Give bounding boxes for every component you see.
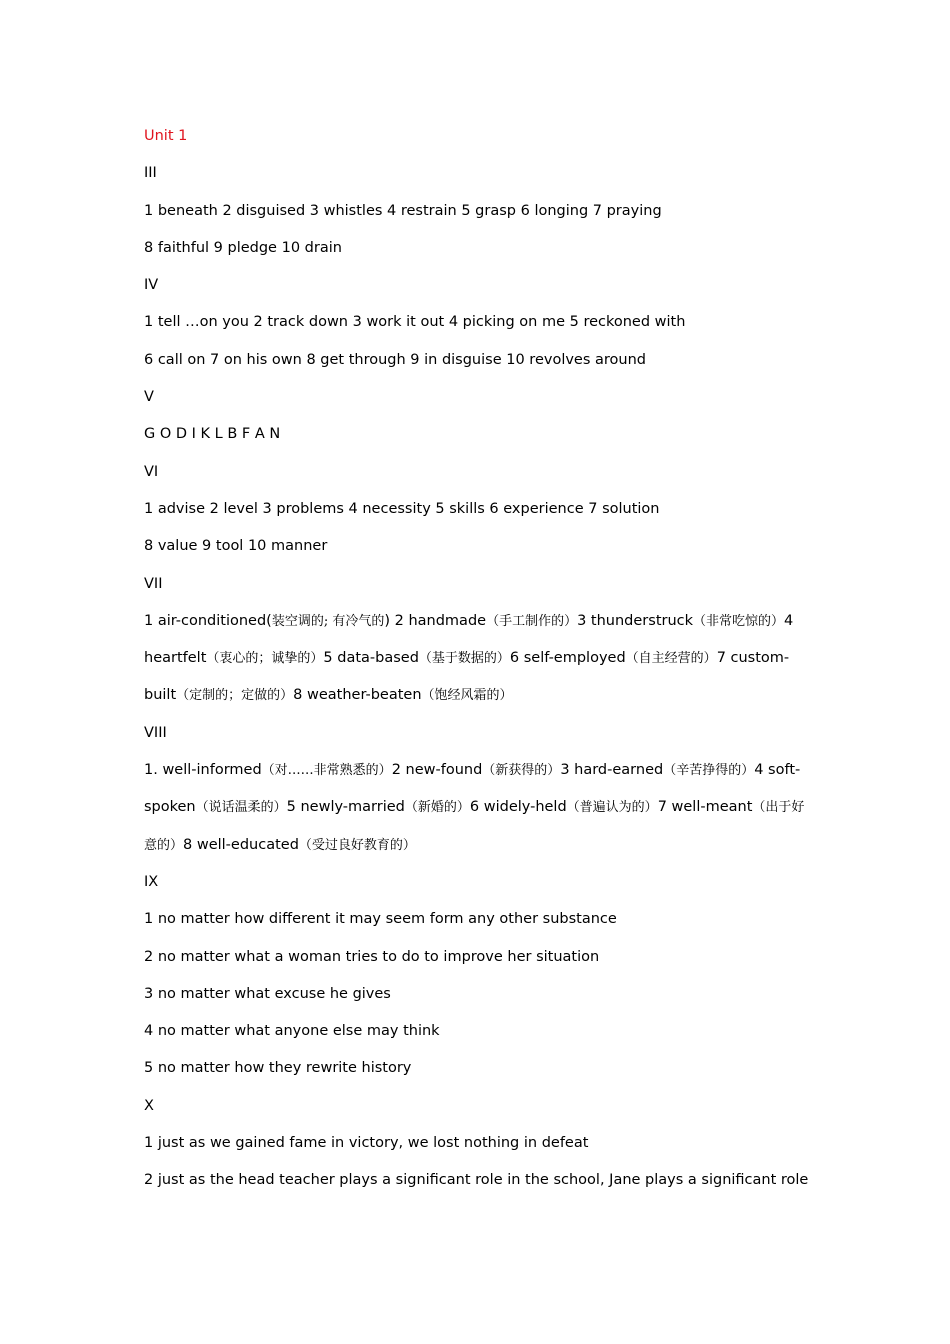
gloss: 装空调的; 有冷气的 xyxy=(271,613,385,629)
term: 3 hard-earned xyxy=(560,762,664,779)
answer-line: 5 no matter how they rewrite history xyxy=(144,1060,412,1077)
gloss: （新婚的） xyxy=(404,800,470,816)
answer-line: 1 no matter how different it may seem form any other substance xyxy=(144,911,617,928)
section-heading-v: V xyxy=(144,389,154,406)
viii-answer-line-3 xyxy=(144,833,808,870)
term: heartfelt xyxy=(144,650,207,667)
gloss: （辛苦挣得的） xyxy=(663,763,755,779)
section-heading-vi: VI xyxy=(144,463,159,480)
document-page xyxy=(144,124,808,1206)
term: 3 thunderstruck xyxy=(577,612,694,629)
answer-line: 1 beneath 2 disguised 3 whistles 4 restrain 5 grasp 6 longing 7 praying xyxy=(144,202,662,219)
term: spoken xyxy=(144,799,196,816)
answer-line: 8 faithful 9 pledge 10 drain xyxy=(144,239,342,256)
section-heading-iv: IV xyxy=(144,277,159,294)
answer-line: 1 advise 2 level 3 problems 4 necessity 5 skills 6 experience 7 solution xyxy=(144,500,660,517)
vii-answer-line-1 xyxy=(144,609,808,646)
gloss: （非常吃惊的） xyxy=(693,613,785,629)
answer-line: 2 just as the head teacher plays a significant role in the school, Jane plays a significant role xyxy=(144,1172,809,1189)
gloss: （手工制作的） xyxy=(486,613,578,629)
gloss: （出于好 xyxy=(752,800,805,816)
answer-line: 3 no matter what excuse he gives xyxy=(144,985,391,1002)
term: 7 custom- xyxy=(716,650,790,667)
section-heading-x: X xyxy=(144,1097,154,1114)
term: 7 well-meant xyxy=(657,799,753,816)
section-heading-viii: VIII xyxy=(144,724,167,741)
gloss: （说话温柔的） xyxy=(195,800,287,816)
term: 5 newly-married xyxy=(286,799,405,816)
answer-line: 4 no matter what anyone else may think xyxy=(144,1023,440,1040)
answer-line: 1 tell …on you 2 track down 3 work it out 4 picking on me 5 reckoned with xyxy=(144,314,686,331)
answer-line: 1 just as we gained fame in victory, we lost nothing in defeat xyxy=(144,1135,589,1152)
term: 2 new-found xyxy=(391,762,483,779)
gloss: （普遍认为的） xyxy=(566,800,658,816)
term: 8 well-educated xyxy=(183,836,299,853)
viii-answer-line-2 xyxy=(144,795,808,832)
term: 5 data-based xyxy=(323,650,419,667)
gloss: （受过良好教育的） xyxy=(298,837,416,853)
viii-answer-line-1 xyxy=(144,758,808,795)
section-heading-vii: VII xyxy=(144,575,163,592)
answer-line: G O D I K L B F A N xyxy=(144,426,281,443)
answer-line: 8 value 9 tool 10 manner xyxy=(144,538,328,555)
gloss: （对……非常熟悉的） xyxy=(261,763,392,779)
term: 1. well-informed xyxy=(144,762,262,779)
gloss: （衷心的；诚挚的） xyxy=(206,651,324,667)
term: built xyxy=(144,687,177,704)
unit-title: Unit 1 xyxy=(144,128,188,144)
gloss: （基于数据的） xyxy=(418,651,510,667)
section-heading-ix: IX xyxy=(144,873,159,890)
term: 6 widely-held xyxy=(469,799,567,816)
term: 6 self-employed xyxy=(509,650,626,667)
vii-answer-line-3 xyxy=(144,683,808,720)
gloss: （新获得的） xyxy=(482,763,561,779)
section-heading-iii: III xyxy=(144,165,157,182)
gloss: （自主经营的） xyxy=(625,651,717,667)
term: ) 2 handmade xyxy=(384,612,487,629)
term: 1 air-conditioned( xyxy=(144,612,272,629)
vii-answer-line-2 xyxy=(144,646,808,683)
gloss: （饱经风霜的） xyxy=(421,688,513,704)
term: 4 xyxy=(784,612,794,629)
term: 8 weather-beaten xyxy=(293,687,422,704)
answer-line: 2 no matter what a woman tries to do to improve her situation xyxy=(144,948,600,965)
gloss: （定制的；定做的） xyxy=(176,688,294,704)
term: 4 soft- xyxy=(754,762,801,779)
answer-line: 6 call on 7 on his own 8 get through 9 in disguise 10 revolves around xyxy=(144,351,646,368)
gloss: 意的） xyxy=(144,837,184,853)
